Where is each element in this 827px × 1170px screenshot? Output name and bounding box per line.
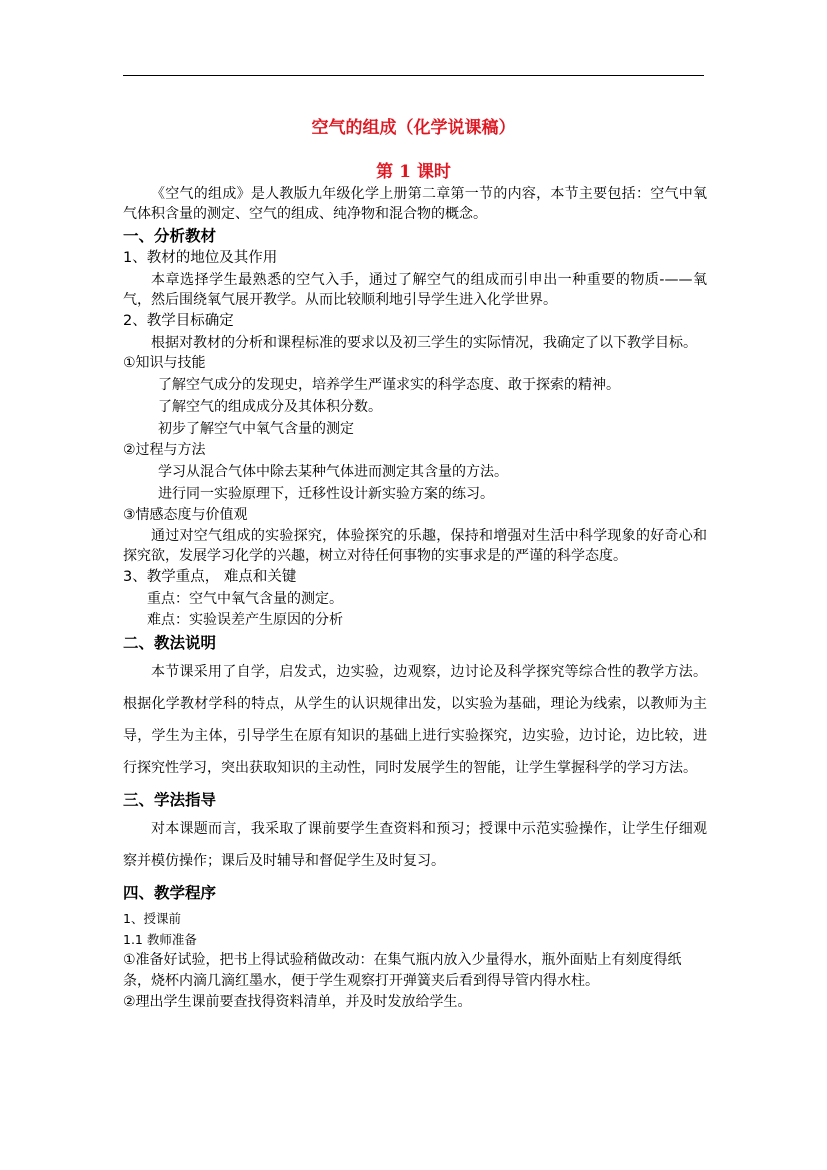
procedure-substep: 1.1 教师准备	[123, 932, 197, 947]
key-point: 重点：空气中氧气含量的测定。	[147, 591, 343, 607]
header-rule	[123, 75, 704, 76]
goal-process-heading: ②过程与方法	[123, 442, 206, 458]
goal-knowledge-item: 了解空气的组成成分及其体积分数。	[158, 399, 382, 415]
goal-knowledge-heading: ①知识与技能	[123, 355, 206, 371]
role-paragraph: 本章选择学生最熟悉的空气入手，通过了解空气的组成而引申出一种重要的物质-——氧气，然后围绕氧气展开教学。从而比较顺利地引导学生进入化学世界。	[123, 272, 707, 308]
section-heading-study: 三、学法指导	[123, 791, 217, 809]
procedure-item: ②理出学生课前要查找得资料清单，并及时发放给学生。	[123, 994, 472, 1010]
goal-attitude-paragraph: 通过对空气组成的实验探究，体验探究的乐趣，保持和增强对生活中科学现象的好奇心和探究欲，发展学习化学的兴趣，树立对待任何事物的实事求是的严谨的科学态度。	[123, 528, 707, 564]
document-title: 空气的组成（化学说课稿）	[311, 118, 516, 138]
goal-knowledge-item: 初步了解空气中氧气含量的测定	[158, 421, 354, 437]
goal-attitude-heading: ③情感态度与价值观	[123, 507, 248, 523]
intro-paragraph: 《空气的组成》是人教版九年级化学上册第二章第一节的内容，本节主要包括：空气中氧气体积含量的测定、空气的组成、纯净物和混合物的概念。	[123, 186, 707, 222]
section-heading-procedure: 四、教学程序	[123, 884, 217, 902]
subheading-role: 1、教材的地位及其作用	[123, 250, 278, 266]
goal-knowledge-item: 了解空气成分的发现史，培养学生严谨求实的科学态度、敢于探索的精神。	[158, 377, 620, 393]
difficulty-point: 难点：实验误差产生原因的分析	[147, 612, 343, 628]
procedure-item: ①准备好试验，把书上得试验稍做改动：在集气瓶内放入少量得水，瓶外面贴上有刻度得纸条，烧杯内滴几滴红墨水，便于学生观察打开弹簧夹后看到得导管内得水柱。	[123, 952, 682, 989]
goal-process-item: 学习从混合气体中除去某种气体进而测定其含量的方法。	[158, 464, 508, 480]
lesson-subtitle: 第 1 课时	[376, 162, 451, 182]
document-body	[123, 184, 707, 1013]
section-heading-method: 二、教法说明	[123, 634, 217, 652]
procedure-step: 1、授课前	[123, 911, 181, 926]
goal-process-item: 进行同一实验原理下，迁移性设计新实验方案的练习。	[158, 486, 494, 502]
subheading-goals: 2、教学目标确定	[123, 313, 234, 329]
study-paragraph: 对本课题而言，我采取了课前要学生查资料和预习；授课中示范实验操作，让学生仔细观察并模仿操作；课后及时辅导和督促学生及时复习。	[123, 821, 707, 869]
goals-paragraph: 根据对教材的分析和课程标准的要求以及初三学生的实际情况，我确定了以下教学目标。	[151, 335, 697, 351]
method-paragraph: 本节课采用了自学，启发式，边实验，边观察，边讨论及科学探究等综合性的教学方法。根据化学教材学科的特点，从学生的认识规律出发，以实验为基础，理论为线索，以教师为主导，学生为主体，引导学生在原有知识的基础上进行实验探究，边实验，边讨论，边比较，进行探究性学习，突出获取知识的主动性，同时发展学生的智能，让学生掌握科学的学习方法。	[123, 664, 707, 776]
subheading-keypoints: 3、教学重点， 难点和关键	[123, 569, 297, 585]
section-heading-analysis: 一、分析教材	[123, 227, 217, 245]
